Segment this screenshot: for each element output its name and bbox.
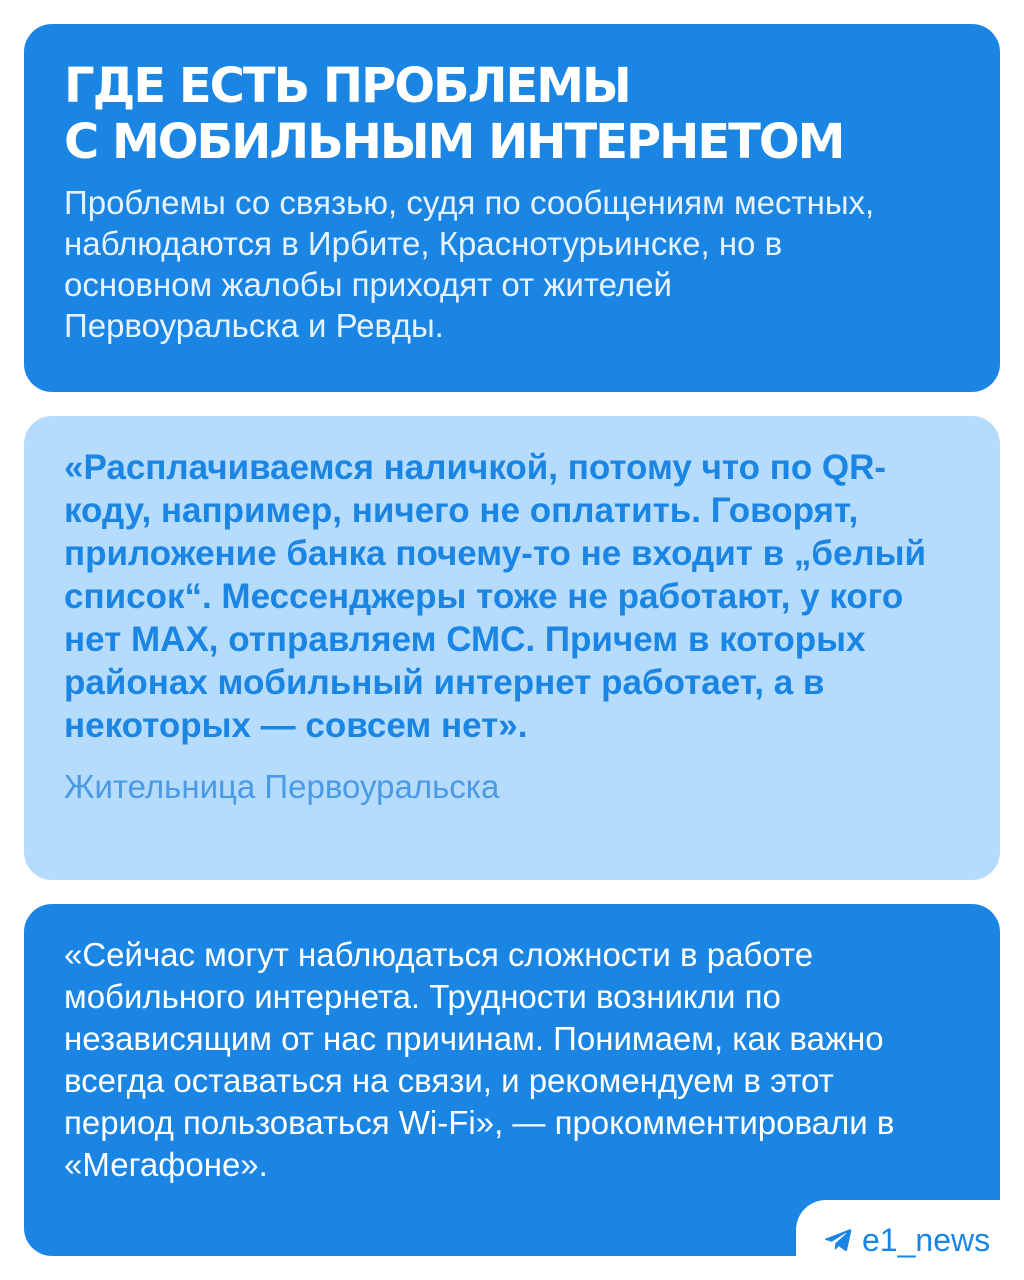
- headline: [64, 58, 966, 170]
- operator-quote: «Сейчас могут наблюдаться сложности в работе мобильного интернета. Трудности возникли по независящим от нас причинам. Понимаем, как важно всегда оставаться на связи, и рекомендуем в этот период пользоваться Wi-Fi», — прокомментировали в «Мегафоне».: [64, 936, 895, 1183]
- resident-quote: «Расплачиваемся наличкой, потому что по QR-коду, например, ничего не оплатить. Говорят, приложение банка почему-то не входит в „белый список“. Мессенджеры тоже не работают, у кого нет MAX, отправляем СМС. Причем в которых районах мобильный интернет работает, а в некоторых — совсем нет».: [64, 448, 927, 745]
- telegram-icon: [824, 1228, 852, 1252]
- telegram-channel-badge[interactable]: [796, 1200, 1024, 1280]
- headline-line-2: С МОБИЛЬНЫМ ИНТЕРНЕТОМ: [64, 114, 844, 170]
- resident-quote-card: [24, 416, 1000, 880]
- intro-card: [24, 24, 1000, 392]
- headline-line-1: ГДЕ ЕСТЬ ПРОБЛЕМЫ: [64, 58, 630, 114]
- quote-author: Жительница Первоуральска: [64, 768, 500, 805]
- channel-handle[interactable]: e1_news: [862, 1221, 991, 1258]
- intro-text: Проблемы со связью, судя по сообщениям местных, наблюдаются в Ирбите, Краснотурьинске, но в основном жалобы приходят от жителей Первоуральска и Ревды.: [64, 184, 875, 344]
